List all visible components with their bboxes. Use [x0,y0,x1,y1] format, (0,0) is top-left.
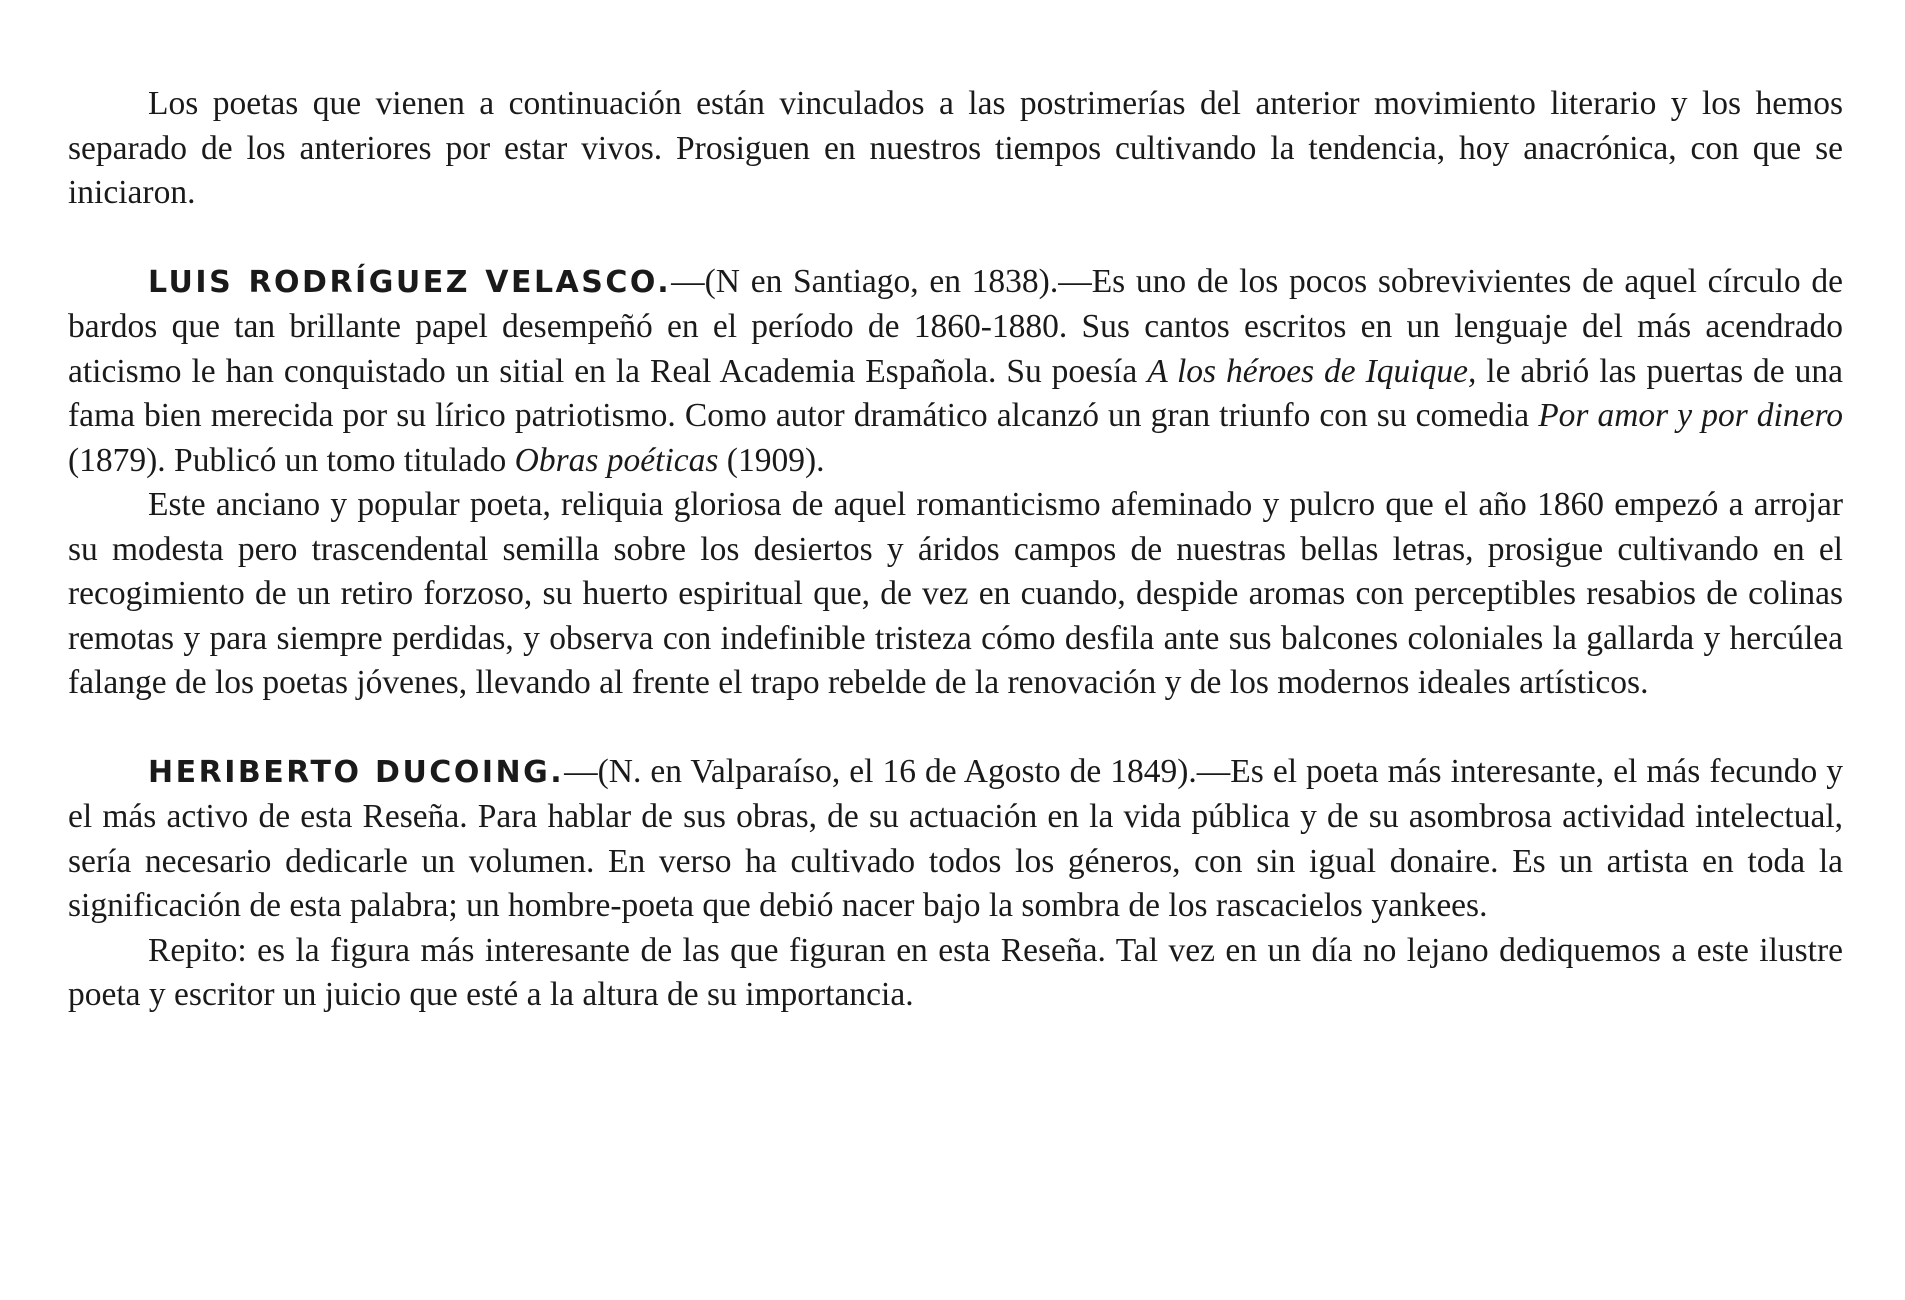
bio-text: —(N. en Valparaíso, el 16 de Agosto de 1849).—Es el poeta más interesante, el más fecundo y el más activo de esta Reseña. Para hablar de sus obras, de su actuación en la vida pública y de su asombrosa actividad intelectual, sería necesario dedicarle un volumen. En verso ha cultivado todos los géneros, con sin igual donaire. Es un artista en toda la significación de esta palabra; un hombre-poeta que debió nacer bajo la sombra de los rascacielos yankees. [68,752,1843,924]
ducoing-commentary-paragraph: Repito: es la figura más interesante de las que figuran en esta Reseña. Tal vez en un día no lejano dediquemos a este ilustre poeta y escritor un juicio que esté a la altura de su importancia. [68,931,1843,1013]
bio-text: —(N en Santiago, en 1838).—Es uno de los pocos sobrevivientes de aquel círculo de bardos que tan brillante papel desempeñó en el período de 1860-1880. Sus cantos escritos en un lenguaje del más acendrado aticismo le han conquistado un sitial en la Real Academia Española. Su poesía [68,262,1843,390]
work-title: Obras poéticas [514,441,719,479]
section-gap [68,706,1843,750]
work-title: A los héroes de Iquique, [1147,352,1477,390]
rodriguez-velasco-commentary-paragraph: Este anciano y popular poeta, reliquia gloriosa de aquel romanticismo afeminado y pulcro que el año 1860 empezó a arrojar su modesta pero trascendental semilla sobre los desiertos y áridos campos de nuestras bellas letras, prosigue cultivando en el recogimiento de un retiro forzoso, su huerto espiritual que, de vez en cuando, despide aromas con perceptibles resabios de colinas remotas y para siempre perdidas, y observa con indefinible tristeza cómo desfila ante sus balcones coloniales la gallarda y hercúlea falange de los poetas jóvenes, llevando al frente el trapo rebelde de la renovación y de los modernos ideales artísticos. [68,486,1843,701]
rodriguez-velasco-bio-paragraph [68,260,1843,484]
author-heading: LUIS RODRÍGUEZ VELASCO. [148,264,672,300]
section-gap [68,216,1843,260]
section-rodriguez-velasco [68,260,1843,706]
document-page [68,82,1843,1018]
bio-text: (1909). [718,441,825,479]
section-ducoing [68,750,1843,1018]
intro-paragraph: Los poetas que vienen a continuación están vinculados a las postrimerías del anterior movimiento literario y los hemos separado de los anteriores por estar vivos. Prosiguen en nuestros tiempos cultivando la tendencia, hoy anacrónica, con que se iniciaron. [68,85,1843,211]
ducoing-bio-paragraph [68,750,1843,929]
author-heading: HERIBERTO DUCOING. [148,754,565,790]
bio-text: (1879). Publicó un tomo titulado [68,441,515,479]
work-title: Por amor y por dinero [1538,397,1844,434]
bio-text: le abrió las puertas de una fama bien merecida por su lírico patriotismo. Como autor dramático alcanzó un gran triunfo con su comedia [68,352,1843,434]
